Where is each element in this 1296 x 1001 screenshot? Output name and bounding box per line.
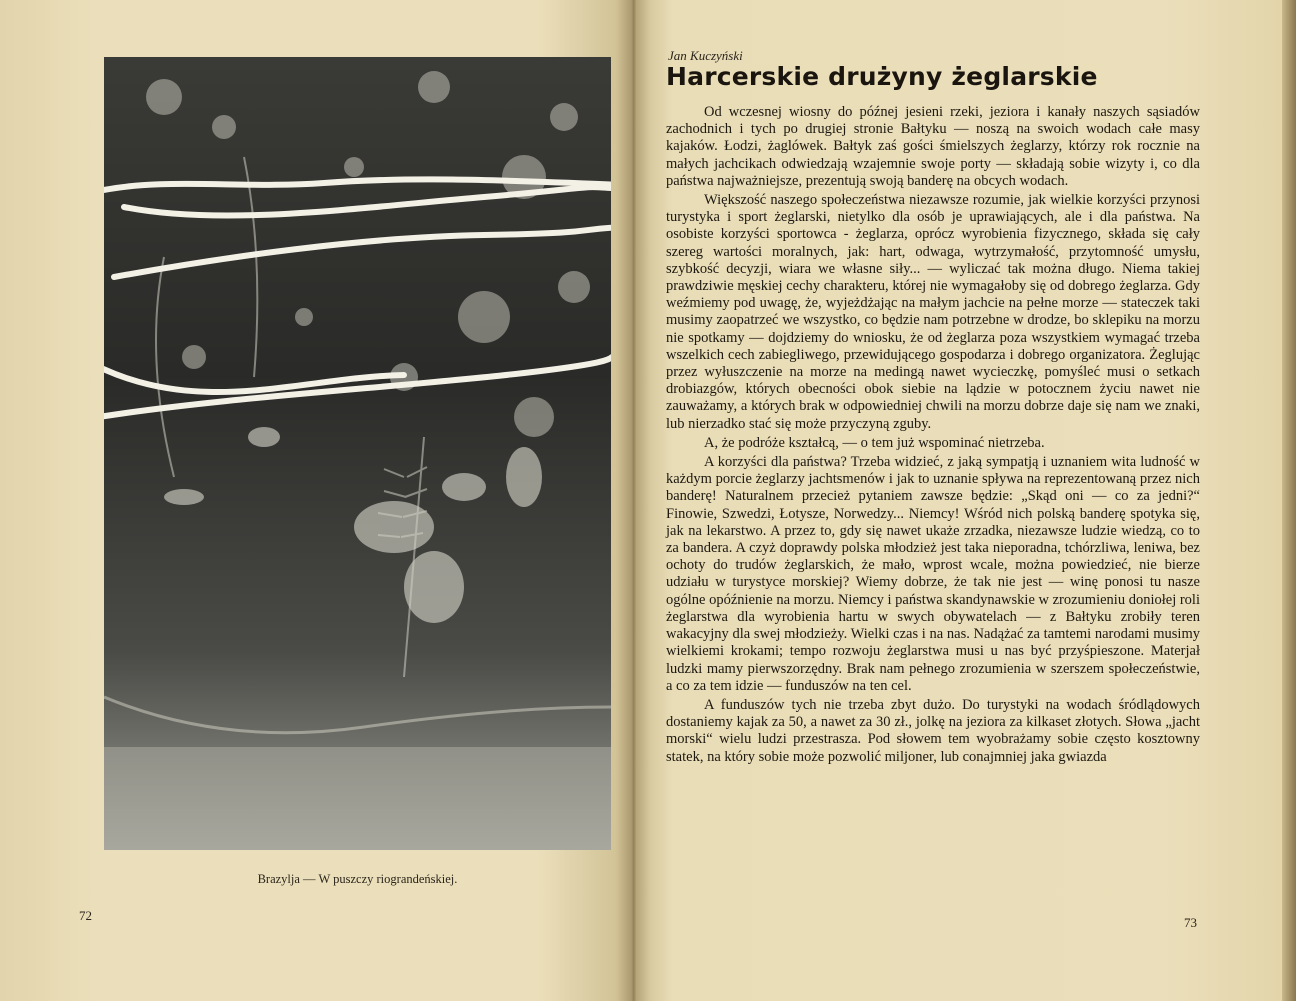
paragraph: A, że podróże kształcą, — o tem już wspominać nietrzeba.	[704, 434, 1045, 451]
paragraph: A korzyści dla państwa? Trzeba widzieć, z jaką sympatją i uznaniem wita ludność w każdym porcie żeglarzy jachtsmenów i jak to uznanie spływa na reprezentowaną przez nich banderę! Naturalnem przecież pytaniem zawsze będzie: „Skąd oni — co za jedni?“ Finowie, Szwedzi, Łotysze, Norwedzy... Niemcy! Wśród nich polską banderę spotyka się, jak na lekarstwo. A przez to, gdy się nawet ukaże zrzadka, niezawsze ludzie wiedzą, co to za bandera. A czyż doprawdy polska młodzież jest taka nieporadna, tchórzliwa, leniwa, bez ochoty do trudów żeglarskich, że mało, wprost wcale, można powiedzieć, nie bierze udziału w turystyce morskiej? Wiemy dobrze, że tak nie jest — winę ponosi tu nasze ogólne opóźnienie na morzu. Niemcy i państwa skandynawskie w zrozumieniu doniołej roli żeglarstwa dla wyrobienia hartu w swych obywatelach — z Bałtyku zrobiły teren wakacyjny dla swej młodzieży. Wielki czas i na nas. Nadążać za tamtemi narodami musimy wielkiemi krokami; tempo rozwoju żeglarstwa musi u nas być przyśpieszone. Materjał ludzki mamy pierwszorzędny. Brak nam pełnego zrozumienia w szerszem społeczeństwie, a co za tem idzie — funduszów na ten cel.	[666, 454, 1200, 694]
paragraph: A funduszów tych nie trzeba zbyt dużo. Do turystyki na wodach śródlądowych dostaniemy kajak za 50, a nawet za 30 zł., jolkę na jeziora za kilkaset złotych. Słowa „jacht morski“ wielu ludzi przestrasza. Pod słowem tem wyobrażamy sobie często kosztowny statek, na który sobie może pozwolić miljoner, lub conajmniej jaka gwiazda	[666, 696, 1200, 765]
article-title: Harcerskie drużyny żeglarskie	[666, 62, 1098, 91]
paragraph: Od wczesnej wiosny do późnej jesieni rzeki, jeziora i kanały naszych sąsiadów zachodnich i tych po drugiej stronie Bałtyku — noszą na swoich wodach całe masy kajaków. Łodzi, żaglówek. Bałtyk zaś gości śmielszych żeglarzy, którzy rok rocznie na małych jachcikach odwiedzają wzajemnie swoje porty — składają sobie wizyty i, co dla państwa najważniejsze, prezentują swoją banderę na obcych wodach.	[666, 104, 1200, 189]
page-number-left: 72	[79, 908, 92, 923]
paragraph: Większość naszego społeczeństwa niezawsze rozumie, jak wielkie korzyści przynosi turystyka i sport żeglarski, nietylko dla osób je uprawiających, ale i dla państwa. Na osobiste korzyści sportowca - żeglarza, oprócz wyrobienia fizycznego, składa się cały szereg wartości moralnych, jak: hart, odwaga, wytrzymałość, przytomność umysłu, szybkość decyzji, wiara we własne siły... — wyliczać tak można długo. Niema takiej prawdziwie męskiej cechy charakteru, której nie wymagałoby się od dobrego żeglarza. Gdy weźmiemy pod uwagę, że, wyjeżdżając na małym jachcie na pełne morze — stateczek taki musimy zaopatrzeć we wszystko, co będzie nam potrzebne w drodze, bo sklepiku na morzu nie spotkamy — dojdziemy do wniosku, że od żeglarza poza wszystkiem wymagać trzeba wszelkich cech zabiegliwego, przewidującego gospodarza i dobrego organizatora. Żeglując przez wyłuszczenie na morze na medingą nawet wycieczkę, pomyśleć musi o setkach drobiazgów, których obecności obok siebie na lądzie w potocznem życiu nawet nie zauważamy, a których brak w odpowiedniej chwili na morzu dobrze daje się nam we znaki, lub nierzadko stać się może przyczyną zguby.	[666, 192, 1200, 432]
page-edge	[1282, 0, 1296, 1001]
page-number-right: 73	[1184, 915, 1197, 930]
right-page	[633, 0, 1296, 1001]
left-page	[0, 0, 633, 1001]
photo-caption: Brazylja — W puszczy riograndeńskiej.	[257, 872, 458, 886]
book-gutter	[616, 0, 650, 1001]
article-author: Jan Kuczyński	[668, 48, 743, 63]
jungle-photograph	[104, 57, 611, 850]
article-body	[666, 104, 1200, 766]
